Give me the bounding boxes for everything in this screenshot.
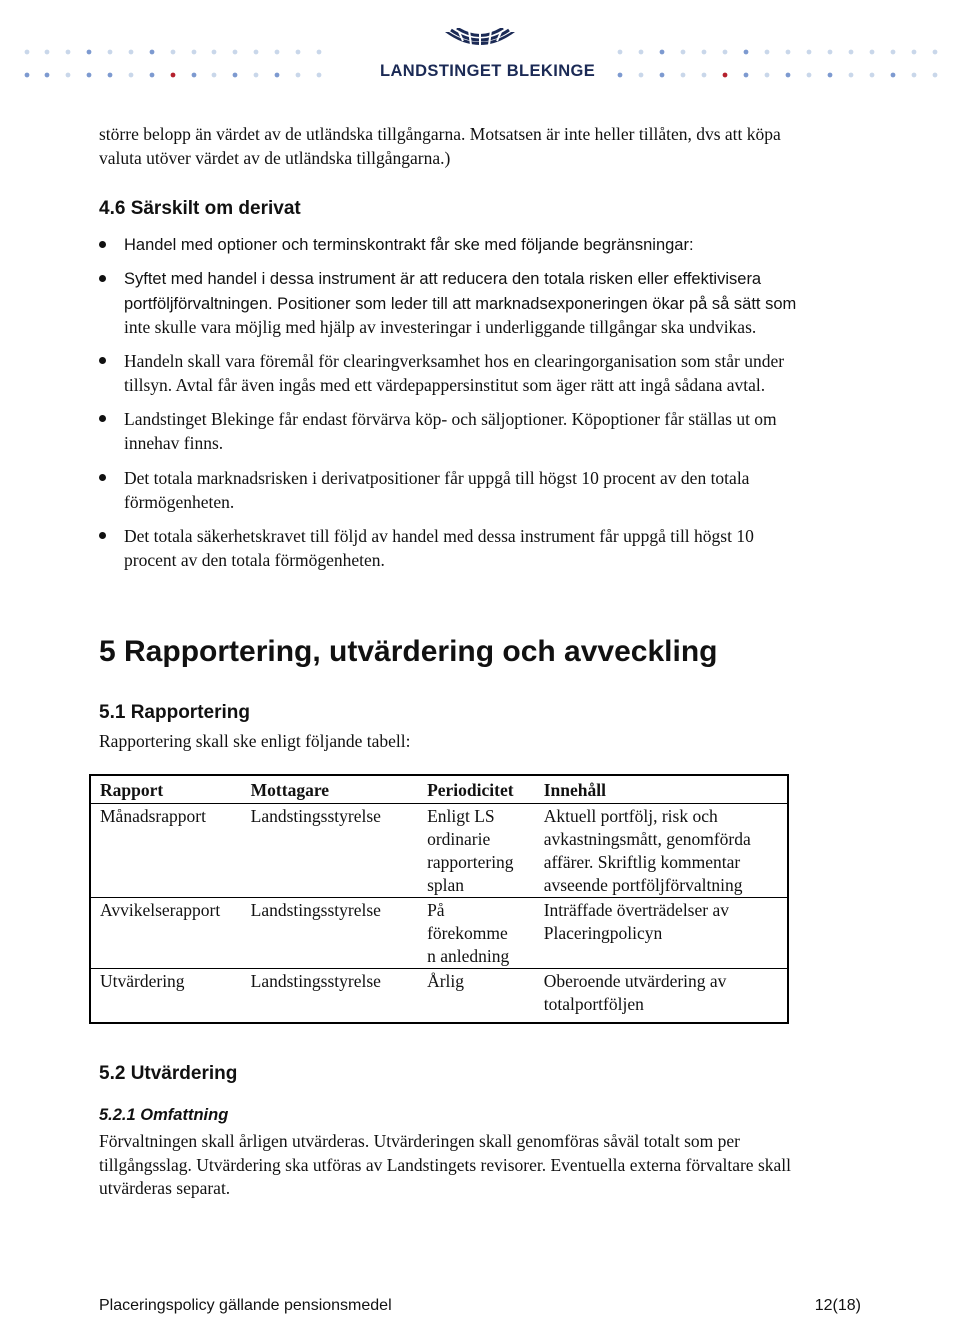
decor-dot (702, 50, 707, 55)
column-header: Periodicitet (418, 775, 535, 804)
decor-dot (618, 50, 623, 55)
text-line: Landstinget Blekinge får endast förvärva köp- och säljoptioner. Köpoptioner får ställas ut om (124, 409, 777, 429)
decor-dot (933, 50, 938, 55)
bullet-icon (99, 241, 106, 248)
table-cell (535, 969, 788, 1024)
decor-dot (25, 73, 30, 78)
cell-line: ordinarie (427, 829, 491, 849)
section-5-1-text: Rapportering skall ske enligt följande tabell: (99, 731, 411, 751)
cell-line: totalportföljen (543, 994, 644, 1014)
decor-dot (254, 50, 259, 55)
text-line: procent av den totala förmögenheten. (124, 549, 385, 570)
text-line: Handeln skall vara föremål för clearingverksamhet hos en clearingorganisation som står under (124, 351, 785, 371)
cell-line: Placeringpolicyn (543, 923, 663, 943)
decor-dot (933, 73, 938, 78)
text-run: portföljförvaltningen. Positioner som leder till att marknadsexponeringen ökar på så sätt som (124, 294, 797, 313)
cell-line: Oberoende utvärdering av (543, 971, 727, 991)
text-line: förmögenheten. (124, 491, 235, 512)
table-cell (242, 898, 418, 969)
cell-line: Inträffade överträdelser av (543, 900, 729, 920)
decor-dot (639, 50, 644, 55)
decor-dot (233, 50, 238, 55)
decor-dot (87, 73, 92, 78)
decor-dot (765, 73, 770, 78)
decor-dot (870, 73, 875, 78)
decor-dot (891, 73, 896, 78)
cell-line: avkastningsmått, genomförda (543, 829, 751, 849)
intro-paragraph (99, 123, 869, 170)
decor-dot (849, 50, 854, 55)
list-item (124, 234, 869, 258)
decor-dot (912, 73, 917, 78)
decor-dot (129, 73, 134, 78)
chapter-heading-5: 5 Rapportering, utvärdering och avveckling (99, 635, 718, 668)
table-cell (418, 969, 535, 1024)
footer-title: Placeringspolicy gällande pensionsmedel (99, 1297, 392, 1314)
logo-text: LANDSTINGET BLEKINGE (380, 62, 596, 80)
section-5-2-1-text (99, 1130, 869, 1201)
column-header: Rapport (90, 775, 242, 804)
decor-dot (744, 73, 749, 78)
decor-dot (765, 50, 770, 55)
table-cell (90, 804, 242, 898)
section-heading-5-2: 5.2 Utvärdering (99, 1063, 238, 1084)
decor-dot (702, 73, 707, 78)
column-header: Mottagare (242, 775, 418, 804)
decor-dot (129, 50, 134, 55)
ship-logo-icon (441, 28, 519, 60)
table-row (90, 804, 788, 898)
decor-dot (150, 73, 155, 78)
text-line: valuta utöver värdet av de utländska tillgångarna.) (99, 147, 451, 168)
text-line: tillgångsslag. Utvärdering ska utföras av Landstingets revisorer. Eventuella externa förvaltare skall (99, 1154, 791, 1175)
table-cell (90, 969, 242, 1024)
decor-dot (66, 73, 71, 78)
decor-dot (212, 50, 217, 55)
decor-dot (275, 73, 280, 78)
table-cell (418, 804, 535, 898)
decor-dot (807, 73, 812, 78)
bullet-icon (99, 474, 106, 481)
decor-dot (744, 50, 749, 55)
table-cell (418, 898, 535, 969)
table-cell (535, 804, 788, 898)
decor-dot (150, 50, 155, 55)
decor-dot (317, 73, 322, 78)
text-line: inte skulle vara möjlig med hjälp av investeringar i underliggande tillgångar ska undvikas. (124, 317, 757, 337)
table-cell (242, 969, 418, 1024)
decor-dot (254, 73, 259, 78)
list-item (124, 467, 869, 514)
decor-dot (660, 50, 665, 55)
table-cell (90, 898, 242, 969)
cell-line: Månadsrapport (100, 806, 206, 826)
decor-dot (275, 50, 280, 55)
decor-dot (870, 50, 875, 55)
text-line: Förvaltningen skall årligen utvärderas. Utvärderingen skall genomföras såväl totalt som per (99, 1131, 740, 1151)
text-line: Handel med optioner och terminskontrakt får ske med följande begränsningar: (124, 236, 694, 254)
list-item (124, 350, 869, 397)
section-heading-5-2-1: 5.2.1 Omfattning (99, 1106, 229, 1124)
decor-dot (171, 73, 176, 78)
decor-dot (108, 73, 113, 78)
bullet-icon (99, 415, 106, 422)
decor-dot (296, 50, 301, 55)
cell-line: splan (427, 875, 465, 895)
decor-dot (912, 50, 917, 55)
decor-dot (618, 73, 623, 78)
cell-line: Landstingsstyrelse (250, 806, 381, 826)
bullet-icon (99, 357, 106, 364)
text-line: Det totala marknadsrisken i derivatpositioner får uppgå till högst 10 procent av den totala (124, 468, 750, 488)
decor-dot (108, 50, 113, 55)
text-line (124, 292, 869, 317)
bullet-icon (99, 532, 106, 539)
list-item (124, 525, 869, 572)
cell-line: avseende portföljförvaltning (543, 875, 743, 895)
text-line: tillsyn. Avtal får även ingås med ett värdepappersinstitut som äger rätt att ingå sådana avtal. (124, 374, 766, 395)
table-header-row (90, 775, 788, 804)
decor-dot (723, 73, 728, 78)
cell-line: På (427, 900, 445, 920)
text-line: utvärderas separat. (99, 1178, 231, 1198)
decor-dot (192, 50, 197, 55)
decor-dot (786, 50, 791, 55)
decor-dot (681, 50, 686, 55)
decor-dot (212, 73, 217, 78)
decor-dot (66, 50, 71, 55)
decor-dot (87, 50, 92, 55)
table-body (90, 804, 788, 1024)
decor-dot (317, 50, 322, 55)
decor-dot (807, 50, 812, 55)
report-table (89, 774, 789, 1024)
cell-line: förekomme (427, 923, 508, 943)
decor-dot (639, 73, 644, 78)
decor-dot (192, 73, 197, 78)
cell-line: Aktuell portfölj, risk och (543, 806, 718, 826)
text-line: innehav finns. (124, 432, 224, 453)
table-row (90, 969, 788, 1024)
text-line: större belopp än värdet av de utländska tillgångarna. Motsatsen är inte heller tillåten, dvs att köpa (99, 124, 781, 144)
text-line: Det totala säkerhetskravet till följd av handel med dessa instrument får uppgå till högst 10 (124, 526, 754, 546)
decor-dot (171, 50, 176, 55)
decor-dot (828, 73, 833, 78)
decor-dot (233, 73, 238, 78)
decor-dot (45, 73, 50, 78)
table-cell (535, 898, 788, 969)
cell-line: Landstingsstyrelse (250, 971, 381, 991)
table-row (90, 898, 788, 969)
cell-line: affärer. Skriftlig kommentar (543, 852, 741, 872)
text-line: Syftet med handel i dessa instrument är att reducera den totala risken eller effektivisera (124, 270, 762, 288)
table-cell (242, 804, 418, 898)
cell-line: Enligt LS (427, 806, 495, 826)
bullet-icon (99, 275, 106, 282)
cell-line: Landstingsstyrelse (250, 900, 381, 920)
list-item (124, 268, 869, 340)
decor-dot (681, 73, 686, 78)
cell-line: rapportering (427, 852, 514, 872)
decor-dot (723, 50, 728, 55)
decor-dot (25, 50, 30, 55)
decor-dot (828, 50, 833, 55)
decor-dot (891, 50, 896, 55)
page-header (0, 0, 960, 95)
page-number: 12(18) (814, 1297, 861, 1314)
decor-dot (296, 73, 301, 78)
decor-dot (45, 50, 50, 55)
cell-line: n anledning (427, 946, 510, 966)
cell-line: Utvärdering (100, 971, 185, 991)
list-item (124, 408, 869, 455)
section-heading-5-1: 5.1 Rapportering (99, 702, 250, 723)
column-header: Innehåll (535, 775, 788, 804)
decor-dot (660, 73, 665, 78)
section-heading-4-6: 4.6 Särskilt om derivat (99, 198, 301, 219)
cell-line: Årlig (427, 971, 465, 991)
decor-dot (849, 73, 854, 78)
decor-dot (786, 73, 791, 78)
cell-line: Avvikelserapport (100, 900, 221, 920)
